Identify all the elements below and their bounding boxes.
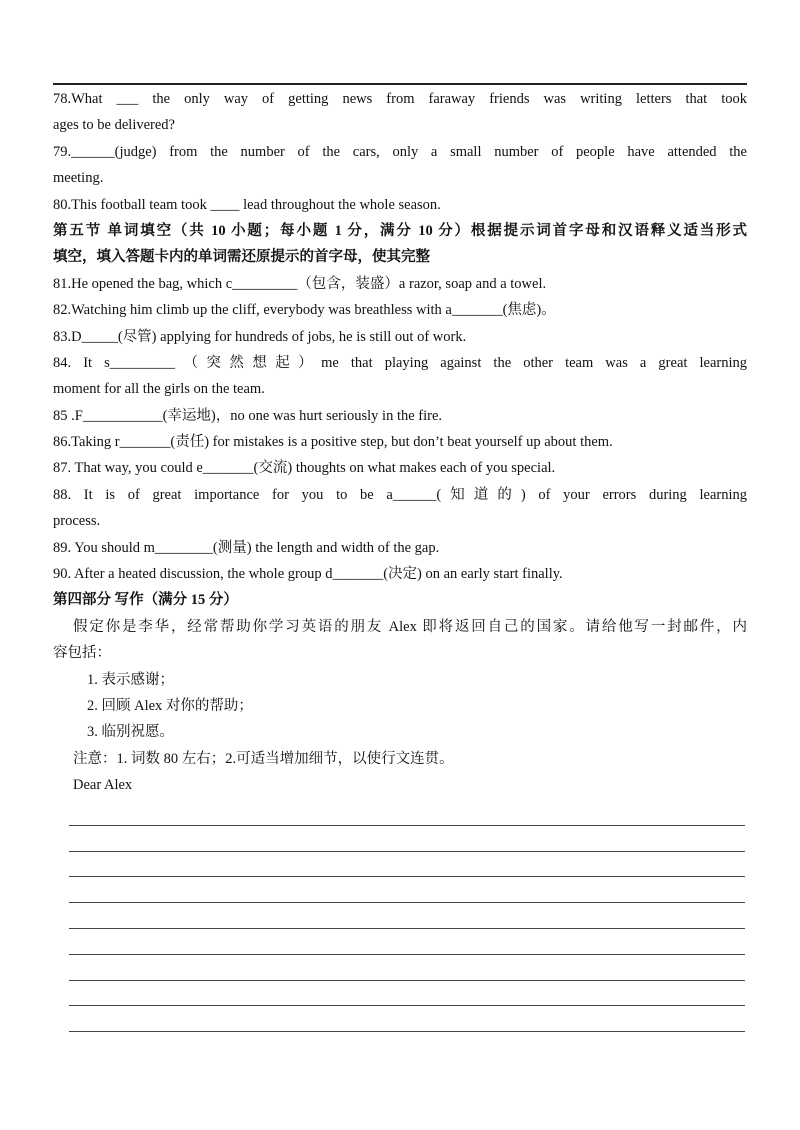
answer-lines[interactable] bbox=[69, 800, 745, 1032]
top-rule bbox=[53, 83, 747, 85]
question-84-line-1: 84. It s_________（突然想起）me that playing against the other team was a great learning bbox=[53, 354, 747, 371]
answer-line[interactable] bbox=[69, 981, 745, 1007]
section-5-heading-line-1: 第五节 单词填空（共 10 小题；每小题 1 分，满分 10 分）根据提示词首字母和汉语释义适当形式 bbox=[53, 222, 747, 239]
question-82: 82.Watching him climb up the cliff, everybody was breathless with a_______(焦虑)。 bbox=[53, 302, 556, 319]
question-90: 90. After a heated discussion, the whole group d_______(决定) on an early start finally. bbox=[53, 566, 563, 583]
question-87: 87. That way, you could e_______(交流) thoughts on what makes each of you special. bbox=[53, 460, 556, 477]
writing-item-1: 1. 表示感谢； bbox=[87, 671, 174, 688]
answer-line[interactable] bbox=[69, 929, 745, 955]
question-89: 89. You should m________(测量) the length and width of the gap. bbox=[53, 539, 440, 556]
answer-line[interactable] bbox=[69, 903, 745, 929]
writing-item-3: 3. 临别祝愿。 bbox=[87, 724, 174, 741]
question-81: 81.He opened the bag, which c_________（包含，装盛）a razor, soap and a towel. bbox=[53, 275, 547, 292]
content bbox=[53, 86, 747, 799]
question-79-line-1: 79.______(judge) from the number of the cars, only a small number of people have attended the bbox=[53, 143, 747, 160]
answer-line[interactable] bbox=[69, 1006, 745, 1032]
writing-prompt-line-1: 假定你是李华，经常帮助你学习英语的朋友 Alex 即将返回自己的国家。请给他写一封邮件，内 bbox=[73, 618, 747, 635]
question-78-line-2: ages to be delivered? bbox=[53, 117, 175, 134]
part-4-heading: 第四部分 写作（满分 15 分） bbox=[53, 592, 238, 609]
question-85: 85 .F___________(幸运地)，no one was hurt seriously in the fire. bbox=[53, 407, 443, 424]
letter-salutation: Dear Alex bbox=[73, 777, 133, 794]
question-78-line-1: 78.What ___ the only way of getting news from faraway friends was writing letters that took bbox=[53, 91, 747, 107]
question-86: 86.Taking r_______(责任) for mistakes is a positive step, but don’t beat yourself up about them. bbox=[53, 434, 613, 451]
writing-note: 注意：1. 词数 80 左右；2.可适当增加细节，以使行文连贯。 bbox=[73, 750, 454, 767]
answer-line[interactable] bbox=[69, 877, 745, 903]
section-5-heading-line-2: 填空，填入答题卡内的单词需还原提示的首字母，使其完整 bbox=[53, 249, 430, 266]
answer-line[interactable] bbox=[69, 955, 745, 981]
question-84-line-2: moment for all the girls on the team. bbox=[53, 381, 265, 398]
question-79-line-2: meeting. bbox=[53, 170, 104, 187]
writing-prompt-line-2: 容包括： bbox=[53, 645, 111, 662]
question-88-line-2: process. bbox=[53, 513, 101, 530]
answer-line[interactable] bbox=[69, 852, 745, 878]
question-83: 83.D_____(尽管) applying for hundreds of jobs, he is still out of work. bbox=[53, 328, 467, 345]
answer-line[interactable] bbox=[69, 826, 745, 852]
writing-item-2: 2. 回顾 Alex 对你的帮助； bbox=[87, 697, 253, 714]
answer-line[interactable] bbox=[69, 800, 745, 826]
question-80: 80.This football team took ____ lead throughout the whole season. bbox=[53, 196, 441, 213]
question-88-line-1: 88. It is of great importance for you to be a______(知道的) of your errors during learning bbox=[53, 486, 747, 503]
